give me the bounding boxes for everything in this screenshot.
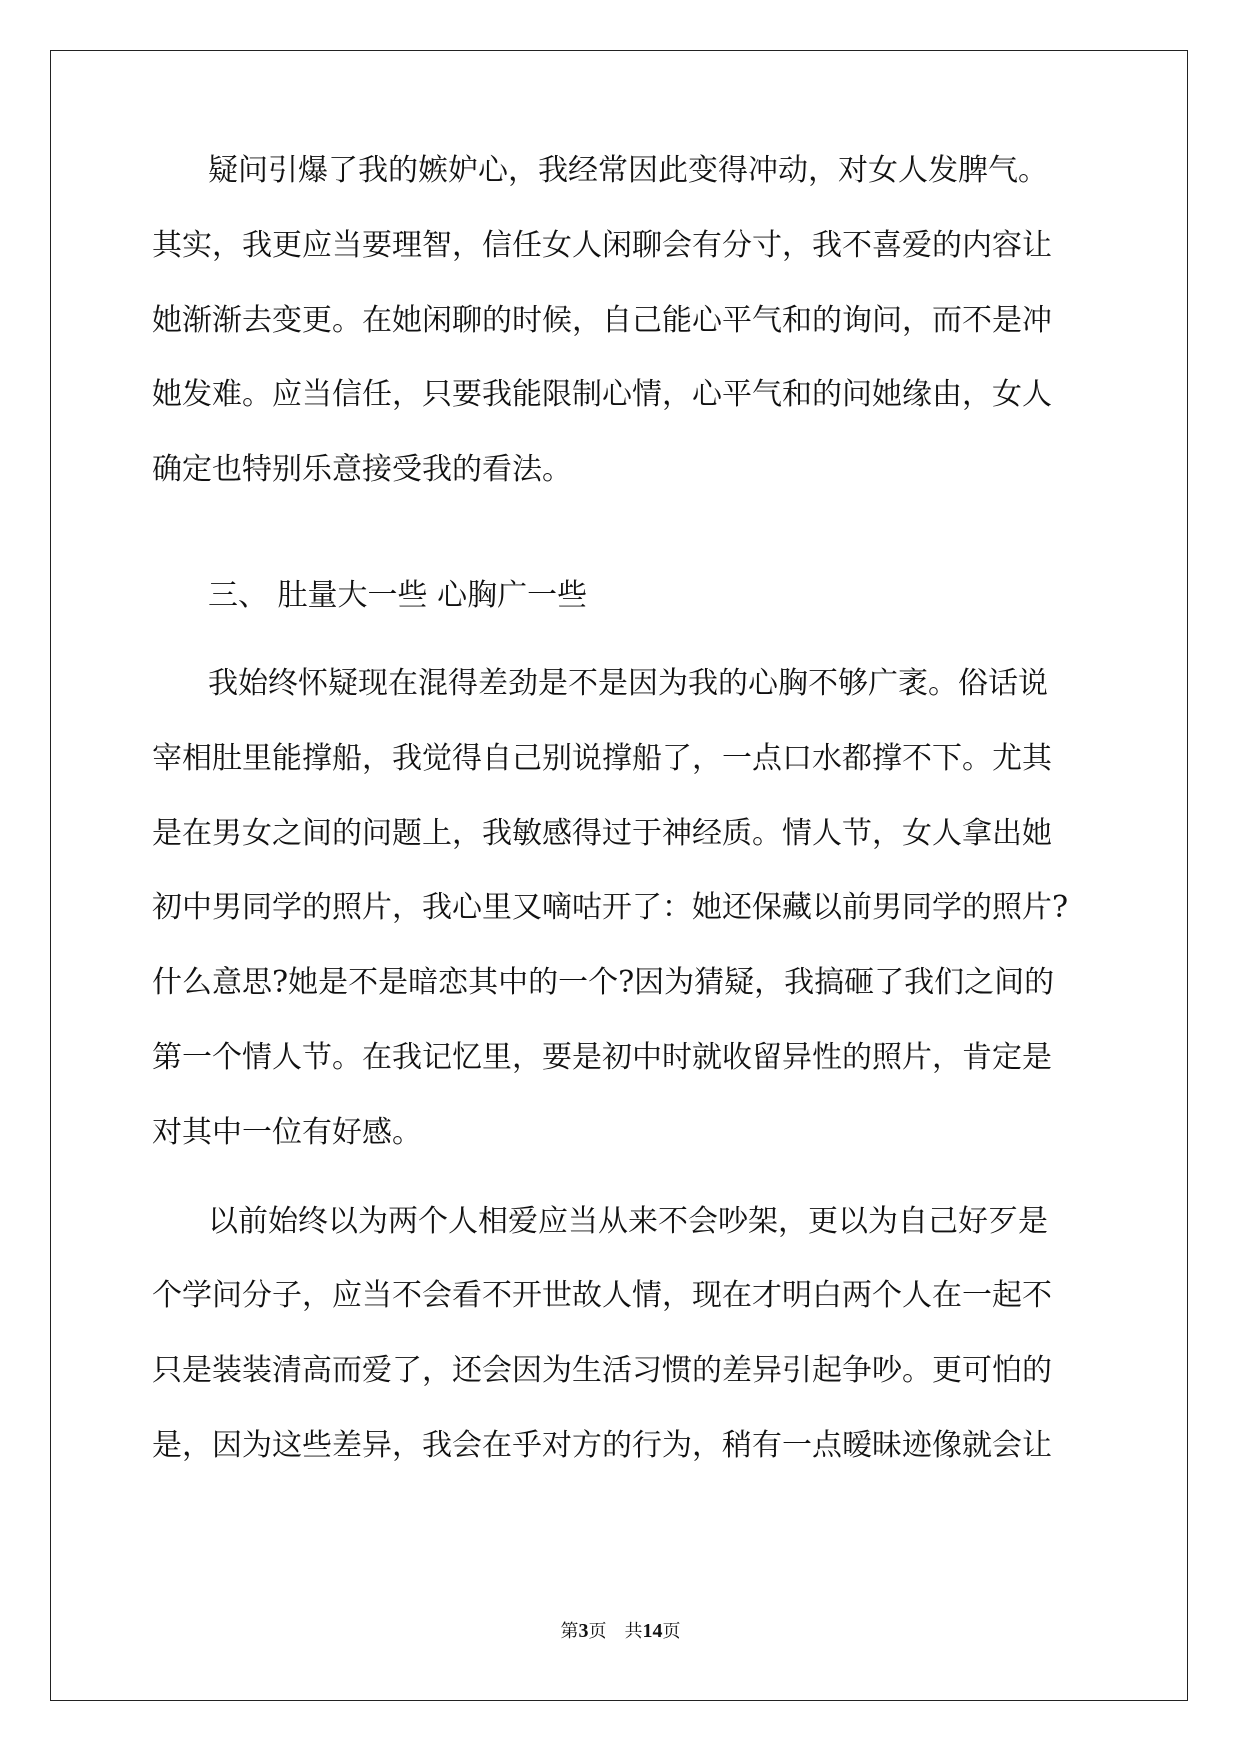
section-heading: 三、 肚量大一些 心胸广一些 bbox=[208, 578, 588, 613]
text-line: 初中男同学的照片，我心里又嘀咕开了：她还保藏以前男同学的照片? bbox=[152, 890, 1069, 925]
footer-total-prefix: 共 bbox=[624, 1621, 643, 1641]
text-line: 她发难。应当信任，只要我能限制心情，心平气和的问她缘由，女人 bbox=[152, 377, 1052, 412]
footer-total-pages: 14 bbox=[642, 1620, 663, 1642]
page-footer bbox=[0, 1619, 1241, 1643]
text-line: 什么意思?她是不是暗恋其中的一个?因为猜疑，我搞砸了我们之间的 bbox=[152, 965, 1055, 1000]
text-line: 个学问分子，应当不会看不开世故人情，现在才明白两个人在一起不 bbox=[152, 1278, 1052, 1313]
text-line: 以前始终以为两个人相爱应当从来不会吵架，更以为自己好歹是 bbox=[208, 1204, 1048, 1239]
text-line: 第一个情人节。在我记忆里，要是初中时就收留异性的照片，肯定是 bbox=[152, 1040, 1052, 1075]
text-line: 是，因为这些差异，我会在乎对方的行为，稍有一点暧昧迹像就会让 bbox=[152, 1428, 1052, 1463]
text-line: 疑问引爆了我的嫉妒心，我经常因此变得冲动，对女人发脾气。 bbox=[208, 153, 1048, 188]
footer-total-suffix: 页 bbox=[662, 1621, 681, 1641]
text-line: 确定也特别乐意接受我的看法。 bbox=[152, 452, 572, 487]
text-line: 宰相肚里能撑船，我觉得自己别说撑船了，一点口水都撑不下。尤其 bbox=[152, 741, 1052, 776]
footer-page-number: 3 bbox=[578, 1620, 589, 1642]
footer-page-suffix: 页 bbox=[588, 1621, 607, 1641]
text-line: 她渐渐去变更。在她闲聊的时候，自己能心平气和的询问，而不是冲 bbox=[152, 303, 1052, 338]
text-line: 是在男女之间的问题上，我敏感得过于神经质。情人节，女人拿出她 bbox=[152, 816, 1052, 851]
text-line: 其实，我更应当要理智，信任女人闲聊会有分寸，我不喜爱的内容让 bbox=[152, 228, 1052, 263]
text-line: 我始终怀疑现在混得差劲是不是因为我的心胸不够广袤。俗话说 bbox=[208, 666, 1048, 701]
text-line: 只是装装清高而爱了，还会因为生活习惯的差异引起争吵。更可怕的 bbox=[152, 1353, 1052, 1388]
text-line: 对其中一位有好感。 bbox=[152, 1115, 422, 1150]
footer-prefix: 第 bbox=[560, 1621, 579, 1641]
